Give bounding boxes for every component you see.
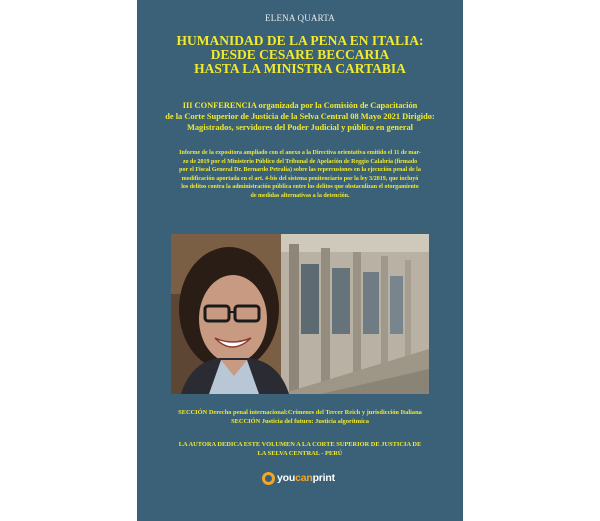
conference-line: III CONFERENCIA organizada por la Comisión de Capacitación — [182, 101, 418, 110]
book-cover — [137, 0, 463, 521]
publisher-name-part: print — [312, 472, 335, 484]
section-line: SECCIÓN Derecho penal internacional:Crímenes del Tercer Reich y jurisdicción Italiana — [178, 409, 422, 416]
author-name: ELENA QUARTA — [265, 13, 335, 23]
author-portrait-photo — [171, 234, 429, 394]
title-line: HUMANIDAD DE LA PENA EN ITALIA: — [176, 33, 424, 48]
dedication — [137, 440, 463, 458]
book-title — [137, 34, 463, 76]
publisher-logo — [262, 470, 342, 486]
conference-line: de la Corte Superior de Justicia de la Selva Central 08 Mayo 2021 Dirigido: — [165, 111, 435, 121]
report-line: Informe de la expositora ampliado con el anexo a la Directiva orientativa emitido el 11 de mar- — [179, 150, 421, 156]
dedication-line: LA SELVA CENTRAL - PERÚ — [257, 450, 343, 457]
publisher-name — [277, 472, 335, 484]
report-line: de medidas alternativas a la detención. — [250, 192, 350, 199]
section-line: SECCIÓN Justicia del futuro: Justicia algorítmica — [231, 418, 369, 425]
conference-subtitle — [137, 101, 463, 133]
report-line: zo de 2019 por el Ministerio Público del Tribunal de Apelación de Reggio Calabria (firmado — [182, 158, 418, 165]
report-line: modificación aportada en el art. 4-bis del sistema penitenciario por la ley 3/2019, que incluyó — [181, 175, 419, 182]
dedication-line: LA AUTORA DEDICA ESTE VOLUMEN A LA CORTE SUPERIOR DE JUSTICIA DE — [178, 441, 422, 448]
youcanprint-logo-icon — [262, 472, 275, 485]
conference-line: Magistrados, servidores del Poder Judicial y público en general — [186, 122, 414, 132]
publisher-name-part: you — [277, 472, 296, 484]
sections-list — [137, 408, 463, 426]
report-line: por el Fiscal General Dr. Bernardo Petralia) sobre las repercusiones en la ejecución penal de la — [179, 167, 421, 174]
report-description — [137, 149, 463, 201]
title-line: HASTA LA MINISTRA CARTABIA — [194, 61, 406, 76]
report-line: los delitos contra la administración pública entre los delitos que obstaculizan el otorgamiento — [181, 184, 419, 191]
publisher-name-part: can — [295, 472, 313, 484]
title-line: DESDE CESARE BECCARIA — [210, 47, 390, 62]
